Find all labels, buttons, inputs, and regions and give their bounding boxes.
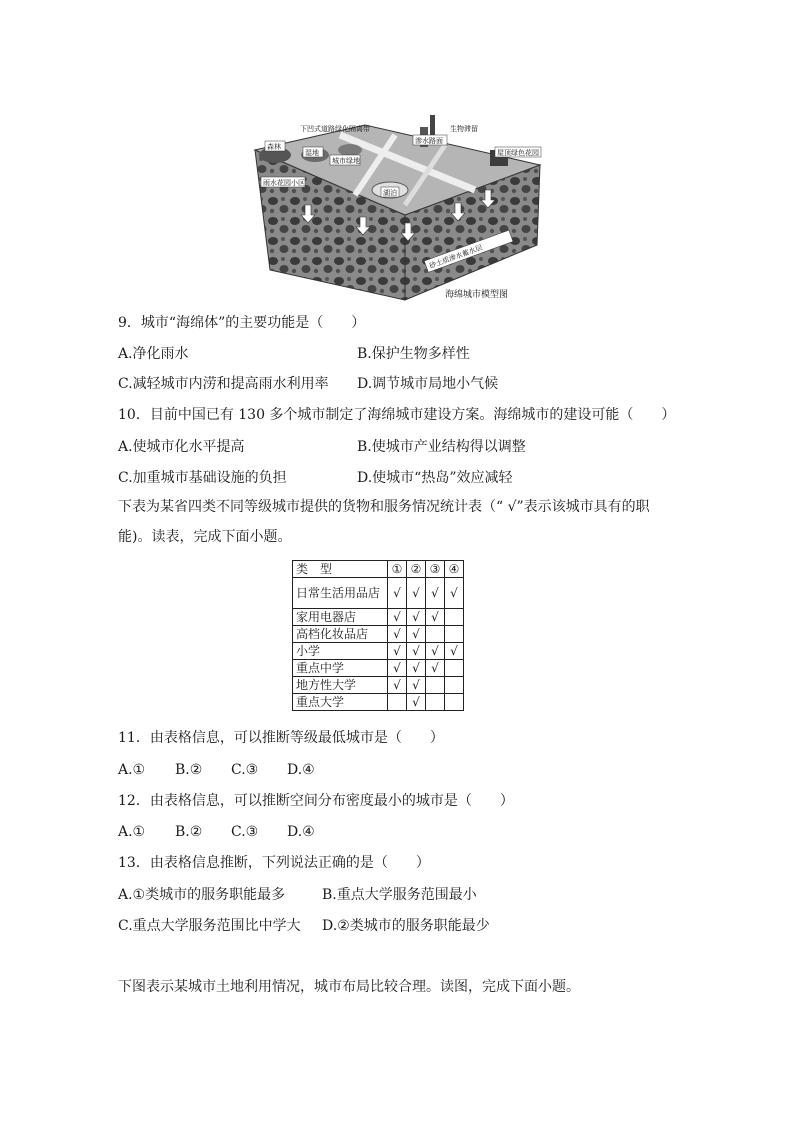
figure-label-permeable-road: 渗水路面 bbox=[415, 137, 443, 145]
table-cell: √ bbox=[426, 660, 445, 677]
table-header-col-4: ④ bbox=[445, 561, 464, 578]
table-cell bbox=[445, 609, 464, 626]
table-row-label: 地方性大学 bbox=[293, 677, 388, 694]
sponge-city-illustration bbox=[245, 95, 545, 305]
city-function-table bbox=[292, 560, 464, 711]
table-row bbox=[293, 609, 464, 626]
q13-stem: 13．由表格信息推断，下列说法正确的是（ ） bbox=[118, 855, 430, 871]
table-cell: √ bbox=[445, 643, 464, 660]
table-row bbox=[293, 677, 464, 694]
table-cell: √ bbox=[388, 677, 407, 694]
table-cell bbox=[445, 677, 464, 694]
q12-option-d: D.④ bbox=[287, 824, 315, 840]
q11-stem: 11．由表格信息，可以推断等级最低城市是（ ） bbox=[118, 730, 444, 746]
sponge-city-model-figure bbox=[245, 95, 545, 305]
figure-caption: 海绵城市模型图 bbox=[445, 290, 509, 300]
table-row bbox=[293, 626, 464, 643]
table-cell: √ bbox=[407, 626, 426, 643]
table-cell: √ bbox=[407, 677, 426, 694]
table-cell: √ bbox=[426, 643, 445, 660]
table-cell bbox=[445, 694, 464, 711]
table-cell: √ bbox=[388, 660, 407, 677]
q10-option-c: C.加重城市基础设施的负担 bbox=[118, 470, 287, 486]
q13-option-a: A.①类城市的服务职能最多 bbox=[118, 887, 286, 903]
q13-option-b: B.重点大学服务范围最小 bbox=[322, 887, 477, 903]
q10-option-b: B.使城市产业结构得以调整 bbox=[357, 439, 526, 455]
q12-stem: 12．由表格信息，可以推断空间分布密度最小的城市是（ ） bbox=[118, 793, 514, 809]
table-cell: √ bbox=[407, 643, 426, 660]
figure-label-rain-garden: 雨水花园小区 bbox=[263, 179, 305, 187]
q10-stem: 10．目前中国已有 130 多个城市制定了海绵城市建设方案。海绵城市的建设可能（ ） bbox=[118, 407, 676, 423]
figure-label-forest: 森林 bbox=[267, 143, 281, 151]
q13-option-d: D.②类城市的服务职能最少 bbox=[322, 918, 490, 934]
table-cell: √ bbox=[388, 609, 407, 626]
table-cell bbox=[426, 677, 445, 694]
table-header-type: 类 型 bbox=[293, 561, 388, 578]
figure-label-green: 城市绿地 bbox=[332, 157, 360, 165]
q12-option-b: B.② bbox=[175, 824, 203, 840]
table-cell: √ bbox=[445, 578, 464, 609]
table-cell: √ bbox=[407, 578, 426, 609]
q11-option-b: B.② bbox=[175, 762, 203, 778]
table-row-label: 重点大学 bbox=[293, 694, 388, 711]
table-cell bbox=[445, 626, 464, 643]
table-cell: √ bbox=[388, 643, 407, 660]
table-cell: √ bbox=[407, 694, 426, 711]
q12-option-a: A.① bbox=[118, 824, 146, 840]
table-row bbox=[293, 643, 464, 660]
table-cell bbox=[445, 660, 464, 677]
q9-option-a: A.净化雨水 bbox=[118, 346, 189, 362]
q13-option-c: C.重点大学服务范围比中学大 bbox=[118, 918, 301, 934]
table-cell bbox=[426, 626, 445, 643]
table-row-label: 小学 bbox=[293, 643, 388, 660]
table-cell bbox=[426, 694, 445, 711]
q9-option-d: D.调节城市局地小气候 bbox=[357, 376, 499, 392]
table-intro: 下表为某省四类不同等级城市提供的货物和服务情况统计表（“ √”表示该城市具有的职能)。读表，完成下面小题。 bbox=[118, 499, 650, 545]
map-intro: 下图表示某城市土地利用情况，城市布局比较合理。读图，完成下面小题。 bbox=[118, 979, 580, 995]
figure-label-bio-retention: 生物滞留 bbox=[450, 125, 478, 133]
figure-label-sandy-layer: 砂土质渗水蓄水层 bbox=[428, 243, 484, 271]
q10-option-d: D.使城市“热岛”效应减轻 bbox=[357, 470, 513, 486]
q9-option-b: B.保护生物多样性 bbox=[357, 346, 470, 362]
q9-option-c: C.减轻城市内涝和提高雨水利用率 bbox=[118, 376, 329, 392]
figure-label-roof-garden: 屋顶绿色花园 bbox=[497, 149, 539, 157]
table-header-col-1: ① bbox=[388, 561, 407, 578]
table-cell: √ bbox=[407, 609, 426, 626]
figure-label-sunken-road: 下凹式道路绿化隔离带 bbox=[300, 125, 370, 133]
figure-label-lake: 湖泊 bbox=[383, 189, 397, 197]
q11-option-c: C.③ bbox=[231, 762, 259, 778]
table-cell bbox=[388, 694, 407, 711]
table-cell: √ bbox=[426, 578, 445, 609]
table-row-label: 日常生活用品店 bbox=[293, 578, 388, 609]
table-header-row bbox=[293, 561, 464, 578]
table-row-label: 高档化妆品店 bbox=[293, 626, 388, 643]
q9-stem: 9．城市“海绵体”的主要功能是（ ） bbox=[118, 315, 366, 331]
table-cell: √ bbox=[426, 609, 445, 626]
table-row bbox=[293, 578, 464, 609]
table-row-label: 家用电器店 bbox=[293, 609, 388, 626]
table-cell: √ bbox=[388, 626, 407, 643]
q11-option-d: D.④ bbox=[287, 762, 315, 778]
table-header-col-3: ③ bbox=[426, 561, 445, 578]
figure-label-wetland: 湿地 bbox=[305, 149, 319, 157]
q12-option-c: C.③ bbox=[231, 824, 259, 840]
table-row bbox=[293, 694, 464, 711]
table-cell: √ bbox=[407, 660, 426, 677]
q10-option-a: A.使城市化水平提高 bbox=[118, 439, 245, 455]
q11-option-a: A.① bbox=[118, 762, 146, 778]
table-cell: √ bbox=[388, 578, 407, 609]
table-row bbox=[293, 660, 464, 677]
table-row-label: 重点中学 bbox=[293, 660, 388, 677]
table-header-col-2: ② bbox=[407, 561, 426, 578]
